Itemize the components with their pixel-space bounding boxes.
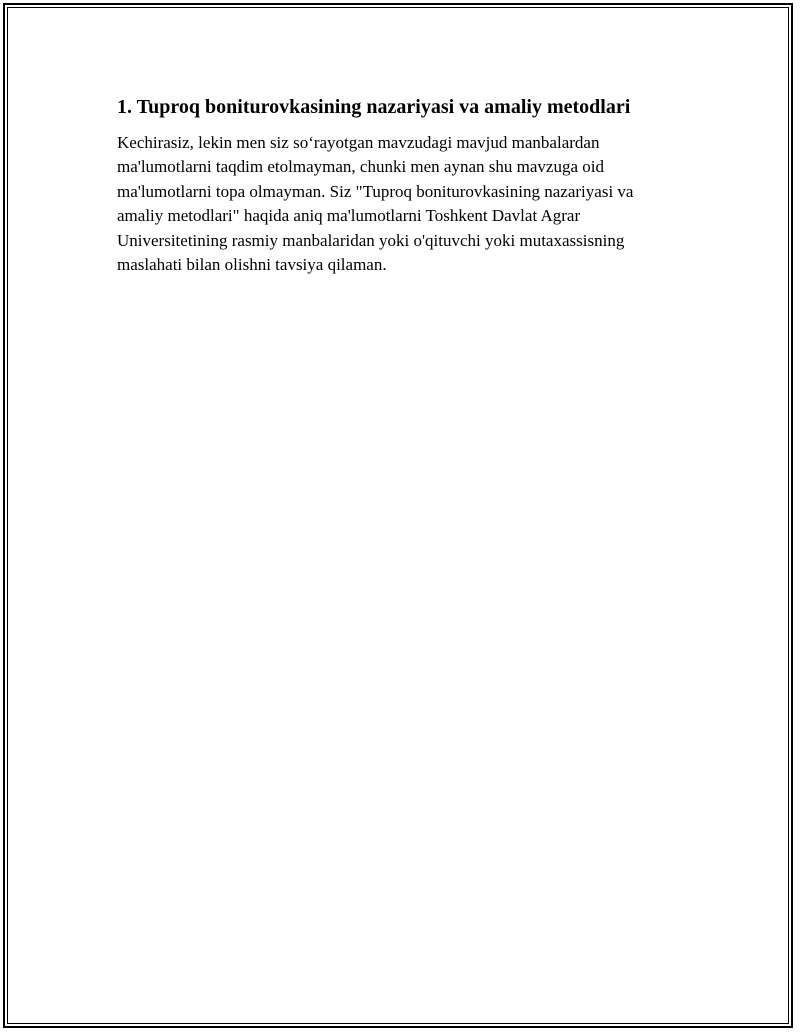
paragraph-line-2: ma'lumotlarni taqdim etolmayman, chunki men aynan shu mavzuga oid [117,157,604,177]
section-heading: 1. Tuproq boniturovkasining nazariyasi va amaliy metodlari [117,96,631,118]
paragraph-line-1: Kechirasiz, lekin men siz so‘rayotgan mavzudagi mavjud manbalardan [117,133,600,152]
paragraph-line-6: maslahati bilan olishni tavsiya qilaman. [117,255,387,275]
paragraph-line-3: ma'lumotlarni topa olmayman. Siz "Tuproq boniturovkasining nazariyasi va [117,181,634,201]
paragraph-line-5: Universitetining rasmiy manbalaridan yoki o'qituvchi yoki mutaxassisning [117,230,625,250]
document-content [117,94,697,277]
body-paragraph [117,131,697,277]
paragraph-line-4: amaliy metodlari" haqida aniq ma'lumotlarni Toshkent Davlat Agrar [117,206,581,226]
